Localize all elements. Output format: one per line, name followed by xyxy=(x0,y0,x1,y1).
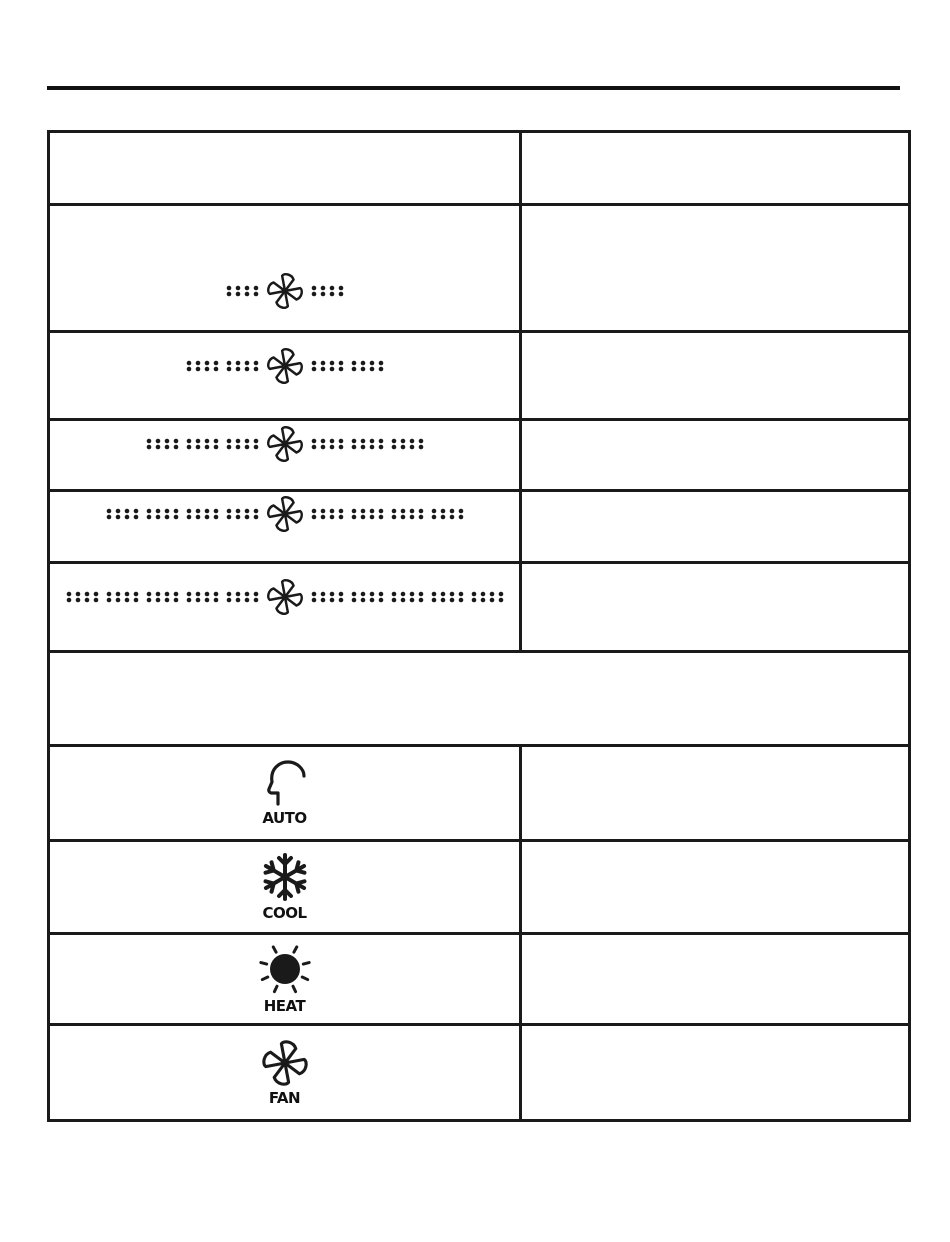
snowflake-icon xyxy=(260,852,310,902)
fan-speed-icon xyxy=(266,495,304,533)
speed-dot-group xyxy=(311,591,344,603)
speed-dot-group xyxy=(471,591,504,603)
fan-speed-row-3 xyxy=(49,420,910,491)
speed-dot-group xyxy=(351,508,384,520)
speed-dot-group xyxy=(311,285,344,297)
fan-speed-desc-1 xyxy=(521,205,910,332)
header-rule xyxy=(47,86,900,90)
fan-speed-indicator xyxy=(50,347,519,385)
speed-dot-group xyxy=(311,508,344,520)
section-divider-cell xyxy=(49,652,910,746)
speed-dot-group xyxy=(186,360,219,372)
speed-dot-group xyxy=(431,508,464,520)
fan-speed-row-4 xyxy=(49,491,910,563)
table-header-row xyxy=(49,132,910,205)
fan-speed-desc-3 xyxy=(521,420,910,491)
speed-dot-group xyxy=(146,508,179,520)
fan-speed-icon xyxy=(266,578,304,616)
speed-dot-group xyxy=(186,438,219,450)
section-divider-row xyxy=(49,652,910,746)
mode-row-heat xyxy=(49,934,910,1025)
speed-dot-group xyxy=(186,591,219,603)
mode-cell-fan xyxy=(49,1025,521,1121)
speed-dot-group xyxy=(146,591,179,603)
fan-speed-cell-3 xyxy=(49,420,521,491)
speed-dot-group xyxy=(351,591,384,603)
fan-speed-cell-2 xyxy=(49,332,521,420)
speed-dot-group xyxy=(186,508,219,520)
fan-speed-row-1 xyxy=(49,205,910,332)
fan-icon xyxy=(261,1039,309,1087)
header-cell-right xyxy=(521,132,910,205)
fan-speed-cell-1 xyxy=(49,205,521,332)
speed-dot-group xyxy=(146,438,179,450)
fan-speed-desc-4 xyxy=(521,491,910,563)
speed-dot-group xyxy=(431,591,464,603)
mode-row-auto xyxy=(49,746,910,841)
fan-speed-icon xyxy=(266,347,304,385)
mode-row-fan xyxy=(49,1025,910,1121)
fan-speed-indicator xyxy=(50,425,519,463)
fan-speed-desc-2 xyxy=(521,332,910,420)
speed-dot-group xyxy=(351,360,384,372)
speed-dot-group xyxy=(311,360,344,372)
speed-dot-group xyxy=(391,508,424,520)
mode-label-heat: HEAT xyxy=(263,997,306,1015)
mode-desc-auto xyxy=(521,746,910,841)
speed-dot-group xyxy=(66,591,99,603)
fan-speed-cell-4 xyxy=(49,491,521,563)
speed-dot-group xyxy=(226,591,259,603)
speed-dot-group xyxy=(106,591,139,603)
speed-dot-group xyxy=(226,285,259,297)
speed-dot-group xyxy=(351,438,384,450)
speed-dot-group xyxy=(391,591,424,603)
fan-speed-desc-5 xyxy=(521,563,910,652)
sun-icon xyxy=(257,943,313,995)
mode-cell-cool xyxy=(49,841,521,934)
speed-dot-group xyxy=(226,438,259,450)
mode-desc-heat xyxy=(521,934,910,1025)
mode-label-auto: AUTO xyxy=(262,809,307,827)
speed-dot-group xyxy=(226,508,259,520)
speed-dot-group xyxy=(391,438,424,450)
mode-row-cool xyxy=(49,841,910,934)
fan-speed-indicator xyxy=(50,578,519,616)
header-cell-left xyxy=(49,132,521,205)
fan-speed-row-5 xyxy=(49,563,910,652)
fan-speed-cell-5 xyxy=(49,563,521,652)
speed-dot-group xyxy=(311,438,344,450)
mode-label-fan: FAN xyxy=(268,1088,301,1107)
mode-desc-cool xyxy=(521,841,910,934)
fan-speed-icon xyxy=(266,425,304,463)
fan-speed-icon xyxy=(266,272,304,310)
speed-dot-group xyxy=(106,508,139,520)
mode-label-cool: COOL xyxy=(262,904,307,922)
display-icon-table xyxy=(47,130,911,1122)
mode-cell-heat xyxy=(49,934,521,1025)
fan-speed-row-2 xyxy=(49,332,910,420)
auto-head-icon xyxy=(259,759,311,807)
fan-speed-indicator xyxy=(50,272,519,310)
mode-cell-auto xyxy=(49,746,521,841)
fan-speed-indicator xyxy=(50,495,519,533)
mode-desc-fan xyxy=(521,1025,910,1121)
speed-dot-group xyxy=(226,360,259,372)
